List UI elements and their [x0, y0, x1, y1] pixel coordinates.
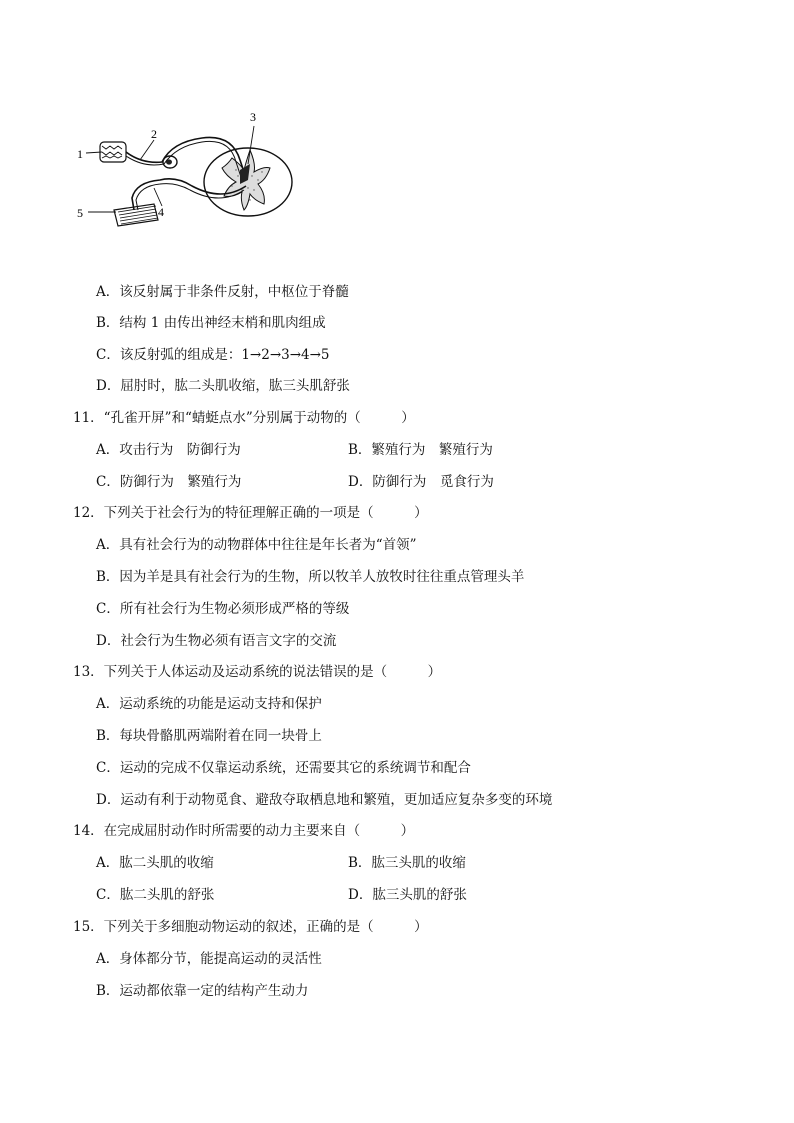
q14-option-d: D．肱三头肌的舒张 [348, 887, 467, 903]
figure-label-1: 1 [77, 147, 83, 161]
effector-muscle [114, 204, 158, 226]
q13-stem: 13．下列关于人体运动及运动系统的说法错误的是（ ） [73, 664, 442, 680]
q11-option-c: C．防御行为 繁殖行为 [96, 474, 242, 490]
figure-label-3: 3 [250, 110, 256, 124]
q15-stem: 15．下列关于多细胞动物运动的叙述，正确的是（ ） [73, 919, 428, 935]
figure-label-2: 2 [151, 127, 157, 141]
q11-option-b: B．繁殖行为 繁殖行为 [348, 442, 493, 458]
q12-option-c: C．所有社会行为生物必须形成严格的等级 [96, 601, 350, 617]
q12-stem: 12．下列关于社会行为的特征理解正确的一项是（ ） [73, 505, 428, 521]
q10-option-b: B．结构 1 由传出神经末梢和肌肉组成 [96, 315, 326, 331]
q10-option-c: C．该反射弧的组成是：1→2→3→4→5 [96, 347, 330, 363]
q14-stem: 14．在完成屈肘动作时所需要的动力主要来自（ ） [73, 823, 415, 839]
q13-option-c: C．运动的完成不仅靠运动系统，还需要其它的系统调节和配合 [96, 760, 471, 776]
q13-option-d: D．运动有利于动物觅食、避敌夺取栖息地和繁殖，更加适应复杂多变的环境 [96, 792, 553, 808]
q11-option-d: D．防御行为 觅食行为 [348, 474, 494, 490]
reflex-arc-figure [72, 106, 312, 234]
q10-option-a: A．该反射属于非条件反射，中枢位于脊髓 [96, 284, 349, 300]
q14-option-b: B．肱三头肌的收缩 [348, 855, 466, 871]
q14-option-a: A．肱二头肌的收缩 [96, 855, 214, 871]
q13-option-b: B．每块骨骼肌两端附着在同一块骨上 [96, 728, 322, 744]
figure-label-4: 4 [158, 205, 164, 219]
q12-option-d: D．社会行为生物必须有语言文字的交流 [96, 633, 337, 649]
q12-option-a: A．具有社会行为的动物群体中往往是年长者为“首领” [96, 537, 417, 553]
q13-option-a: A．运动系统的功能是运动支持和保护 [96, 696, 322, 712]
q10-option-d: D．屈肘时，肱二头肌收缩，肱三头肌舒张 [96, 378, 350, 394]
q11-stem: 11．“孔雀开屏”和“蜻蜓点水”分别属于动物的（ ） [73, 410, 415, 426]
q14-option-c: C．肱二头肌的舒张 [96, 887, 215, 903]
q12-option-b: B．因为羊是具有社会行为的生物，所以牧羊人放牧时往往重点管理头羊 [96, 569, 525, 585]
q15-option-a: A．身体都分节，能提高运动的灵活性 [96, 951, 322, 967]
q15-option-b: B．运动都依靠一定的结构产生动力 [96, 983, 309, 999]
q11-option-a: A．攻击行为 防御行为 [96, 442, 241, 458]
figure-label-5: 5 [77, 206, 83, 220]
receptor [100, 142, 126, 162]
